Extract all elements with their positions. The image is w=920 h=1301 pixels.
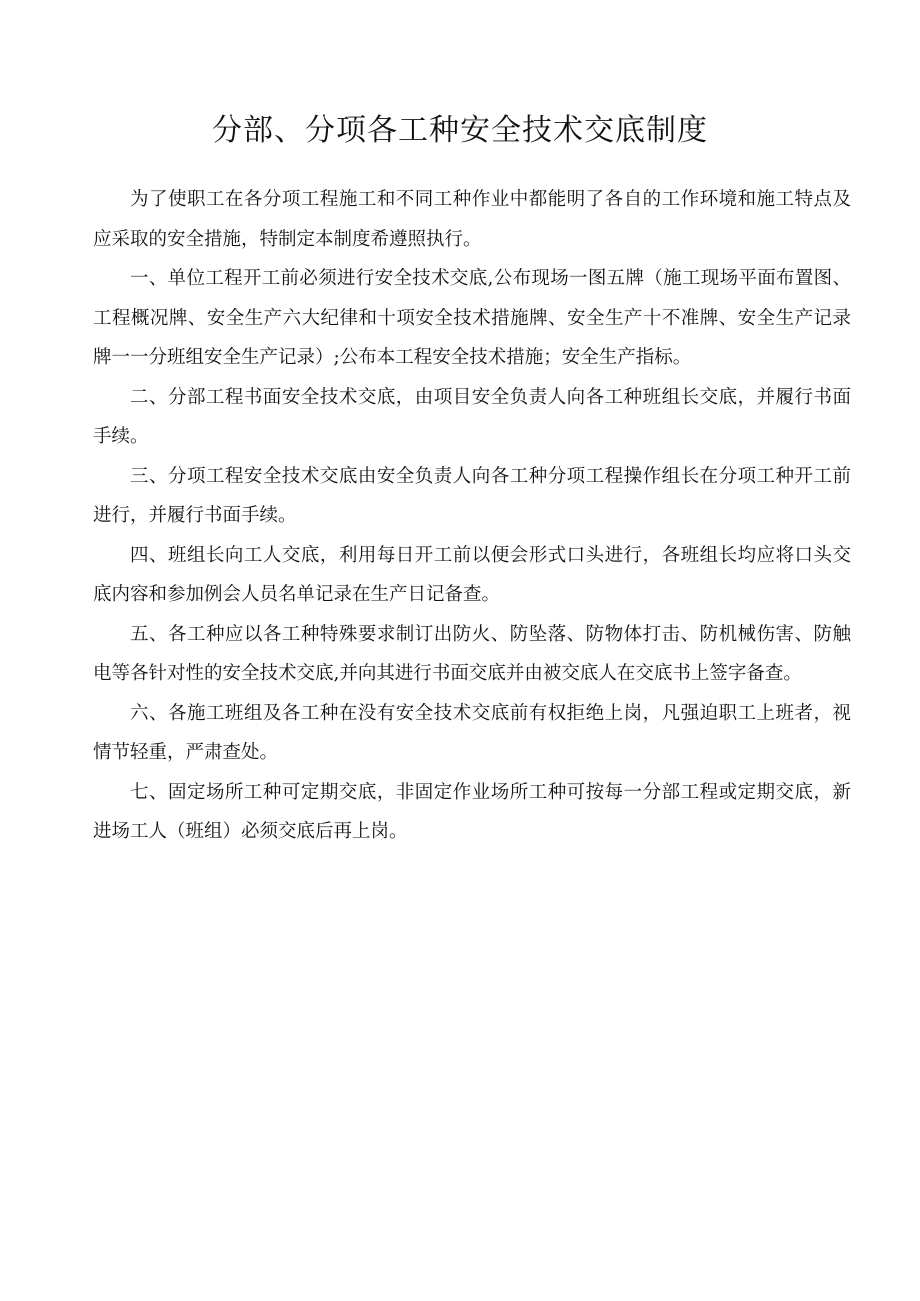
paragraph-item-2: 二、分部工程书面安全技术交底，由项目安全负责人向各工种班组长交底，并履行书面手续。 — [93, 386, 851, 447]
paragraph-item-4: 四、班组长向工人交底，利用每日开工前以便会形式口头进行，各班组长均应将口头交底内容和参加例会人员名单记录在生产日记备查。 — [93, 544, 851, 605]
paragraph-item-6: 六、各施工班组及各工种在没有安全技术交底前有权拒绝上岗，凡强迫职工上班者，视情节轻重，严肃查处。 — [93, 702, 851, 763]
paragraph-item-5: 五、各工种应以各工种特殊要求制订出防火、防坠落、防物体打击、防机械伤害、防触电等各针对性的安全技术交底,并向其进行书面交底并由被交底人在交底书上签字备查。 — [93, 623, 851, 684]
document-body — [93, 180, 851, 852]
paragraph-item-7: 七、固定场所工种可定期交底，非固定作业场所工种可按每一分部工程或定期交底，新进场工人（班组）必须交底后再上岗。 — [93, 781, 851, 842]
paragraph-item-3: 三、分项工程安全技术交底由安全负责人向各工种分项工程操作组长在分项工种开工前进行，并履行书面手续。 — [93, 465, 851, 526]
paragraph-intro: 为了使职工在各分项工程施工和不同工种作业中都能明了各自的工作环境和施工特点及应采取的安全措施，特制定本制度希遵照执行。 — [93, 189, 851, 250]
paragraph-item-1: 一、单位工程开工前必须进行安全技术交底,公布现场一图五牌（施工现场平面布置图、工程概况牌、安全生产六大纪律和十项安全技术措施牌、安全生产十不准牌、安全生产记录牌一一分班组安全生产记录）;公布本工程安全技术措施；安全生产指标。 — [93, 268, 851, 368]
document-title: 分部、分项各工种安全技术交底制度 — [212, 113, 708, 148]
